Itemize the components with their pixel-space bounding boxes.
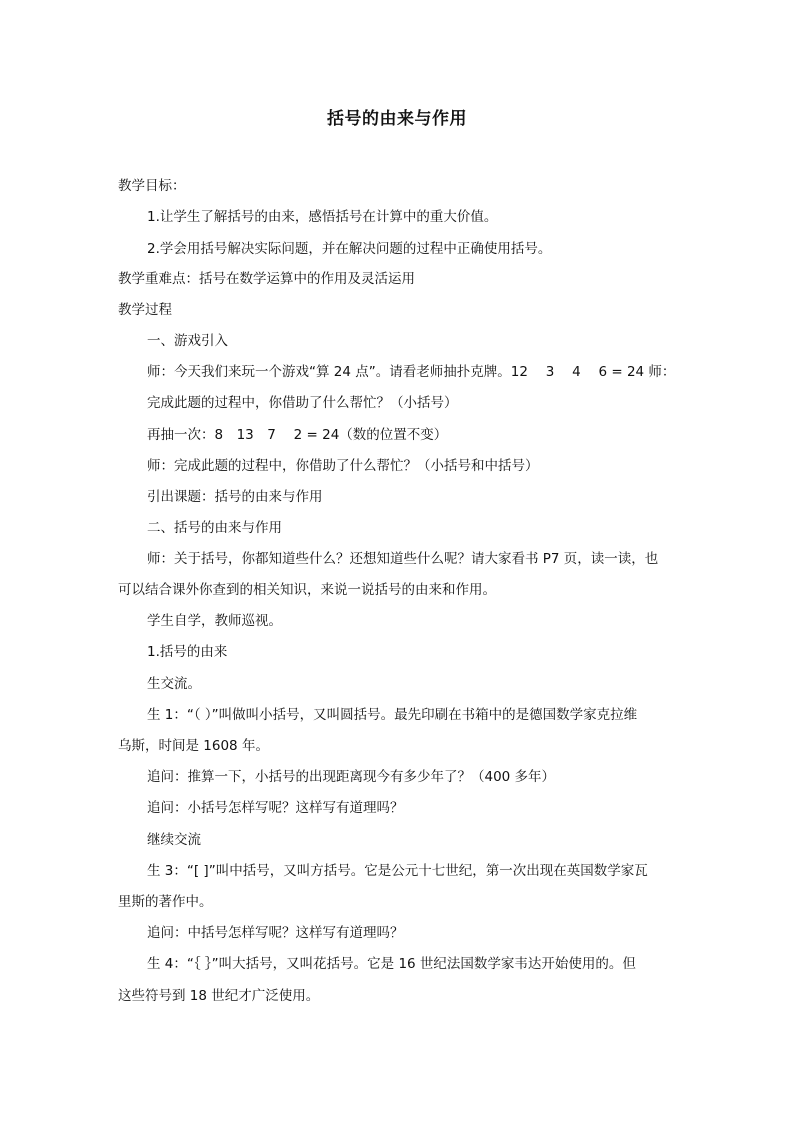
subsection-heading-origin-of-brackets: 1.括号的由来 xyxy=(147,644,228,660)
paragraph-line: 生 1：“（ ）”叫做叫小括号，又叫圆括号。最先印刷在书箱中的是德国数学家克拉维 xyxy=(147,707,638,723)
paragraph-line: 追问：小括号怎样写呢？这样写有道理吗？ xyxy=(147,800,404,816)
goal-item-2: 2.学会用括号解决实际问题，并在解决问题的过程中正确使用括号。 xyxy=(147,241,552,257)
paragraph-line: 学生自学，教师巡视。 xyxy=(147,613,282,629)
paragraph-line: 生 4：“｛ ｝”叫大括号，又叫花括号。它是 16 世纪法国数学家韦达开始使用的。但 xyxy=(147,956,636,972)
paragraph-line: 追问：推算一下，小括号的出现距离现今有多少年了？（400 多年） xyxy=(147,769,556,785)
subsection-heading-game: 一、游戏引入 xyxy=(147,333,228,349)
paragraph-line: 这些符号到 18 世纪才广泛使用。 xyxy=(118,988,320,1004)
section-heading-process: 教学过程 xyxy=(118,302,172,318)
paragraph-line: 追问：中括号怎样写呢？这样写有道理吗？ xyxy=(147,925,404,941)
paragraph-line: 引出课题：括号的由来与作用 xyxy=(147,489,323,505)
paragraph-line: 师：完成此题的过程中，你借助了什么帮忙？（小括号和中括号） xyxy=(147,458,539,474)
subsection-heading-origin: 二、括号的由来与作用 xyxy=(147,520,282,536)
goal-item-1: 1.让学生了解括号的由来，感悟括号在计算中的重大价值。 xyxy=(147,209,498,225)
paragraph-line: 里斯的著作中。 xyxy=(118,894,213,910)
page-title: 括号的由来与作用 xyxy=(327,109,467,129)
paragraph-line: 师：今天我们来玩一个游戏“算 24 点”。请看老师抽扑克牌。12 3 4 6 = 24 师： xyxy=(147,364,676,380)
paragraph-line: 生 3：“[ ]”叫中括号，又叫方括号。它是公元十七世纪，第一次出现在英国数学家瓦 xyxy=(147,863,648,879)
paragraph-line: 师：关于括号，你都知道些什么？还想知道些什么呢？请大家看书 P7 页，读一读，也 xyxy=(147,551,659,567)
paragraph-line: 再抽一次：8 13 7 2 = 24（数的位置不变） xyxy=(147,427,448,443)
paragraph-line: 继续交流 xyxy=(147,832,201,848)
paragraph-line: 可以结合课外你查到的相关知识，来说一说括号的由来和作用。 xyxy=(118,582,496,598)
paragraph-line: 乌斯，时间是 1608 年。 xyxy=(118,738,269,754)
paragraph-line: 生交流。 xyxy=(147,676,201,692)
paragraph-line: 完成此题的过程中，你借助了什么帮忙？（小括号） xyxy=(147,395,458,411)
section-heading-key-points: 教学重难点：括号在数学运算中的作用及灵活运用 xyxy=(118,271,415,287)
section-heading-goals: 教学目标： xyxy=(118,178,186,194)
